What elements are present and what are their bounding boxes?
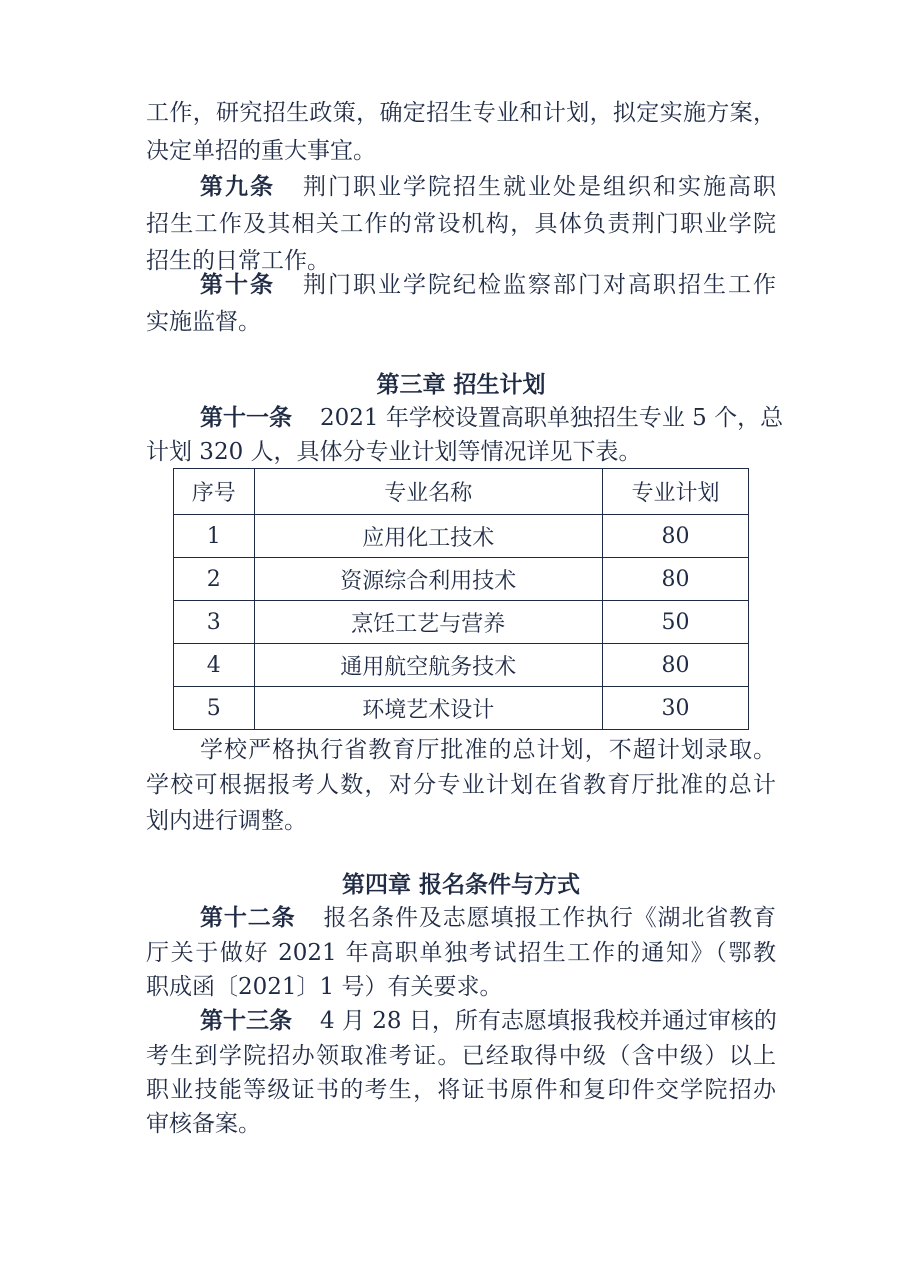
- article-12-line-1: 第十二条 报名条件及志愿填报工作执行《湖北省教育: [200, 905, 777, 931]
- after-table-line-2: 学校可根据报考人数，对分专业计划在省教育厅批准的总计: [146, 772, 776, 798]
- row-index: 1: [174, 515, 255, 558]
- article-10-line-2: 实施监督。: [146, 309, 261, 335]
- header-major-name: 专业名称: [254, 469, 602, 515]
- intro-line-1: 工作，研究招生政策，确定招生专业和计划，拟定实施方案，: [146, 100, 776, 126]
- article-11-title: 第十一条: [200, 405, 292, 431]
- article-11-line-1: 第十一条 2021 年学校设置高职单独招生专业 5 个，总: [200, 405, 784, 431]
- article-13-line-3: 职业技能等级证书的考生，将证书原件和复印件交学院招办: [146, 1077, 776, 1103]
- row-index: 2: [174, 558, 255, 601]
- row-major-name: 环境艺术设计: [254, 687, 602, 730]
- row-major-plan: 80: [602, 515, 748, 558]
- row-major-plan: 80: [602, 558, 748, 601]
- row-major-plan: 80: [602, 644, 748, 687]
- article-9-line-3: 招生的日常工作。: [146, 248, 330, 274]
- row-major-plan: 50: [602, 601, 748, 644]
- row-major-plan: 30: [602, 687, 748, 730]
- row-index: 5: [174, 687, 255, 730]
- article-13-line-1: 第十三条 4 月 28 日，所有志愿填报我校并通过审核的: [200, 1008, 777, 1034]
- table-row: [174, 644, 749, 687]
- article-11-line-2: 计划 320 人，具体分专业计划等情况详见下表。: [146, 439, 642, 465]
- row-index: 4: [174, 644, 255, 687]
- chapter-4-heading: 第四章 报名条件与方式: [341, 872, 580, 898]
- header-index: 序号: [174, 469, 255, 515]
- row-major-name: 应用化工技术: [254, 515, 602, 558]
- after-table-line-3: 划内进行调整。: [146, 808, 307, 834]
- article-9-title: 第九条: [200, 174, 275, 200]
- article-12-line-2: 厅关于做好 2021 年高职单独考试招生工作的通知》（鄂教: [146, 940, 776, 966]
- enrollment-plan-table: [173, 468, 749, 730]
- row-major-name: 烹饪工艺与营养: [254, 601, 602, 644]
- table-row: [174, 515, 749, 558]
- article-13-line-2: 考生到学院招办领取准考证。已经取得中级（含中级）以上: [146, 1043, 776, 1069]
- article-13-title: 第十三条: [200, 1008, 292, 1034]
- row-index: 3: [174, 601, 255, 644]
- article-10-title: 第十条: [200, 272, 275, 298]
- row-major-name: 通用航空航务技术: [254, 644, 602, 687]
- article-10-line-1: 第十条 荆门职业学院纪检监察部门对高职招生工作: [200, 272, 776, 298]
- table-row: [174, 687, 749, 730]
- intro-line-2: 决定单招的重大事宜。: [146, 138, 376, 164]
- chapter-3-heading: 第三章 招生计划: [376, 372, 546, 398]
- article-13-line-4: 审核备案。: [146, 1111, 261, 1137]
- table-header-row: [174, 469, 749, 515]
- header-major-plan: 专业计划: [602, 469, 748, 515]
- table-row: [174, 601, 749, 644]
- after-table-line-1: 学校严格执行省教育厅批准的总计划，不超计划录取。: [200, 737, 776, 763]
- article-9-line-1: 第九条 荆门职业学院招生就业处是组织和实施高职: [200, 174, 776, 200]
- article-12-title: 第十二条: [200, 905, 296, 931]
- row-major-name: 资源综合利用技术: [254, 558, 602, 601]
- table-row: [174, 558, 749, 601]
- article-9-line-2: 招生工作及其相关工作的常设机构，具体负责荆门职业学院: [146, 211, 776, 237]
- article-12-line-3: 职成函〔2021〕1 号）有关要求。: [146, 974, 503, 1000]
